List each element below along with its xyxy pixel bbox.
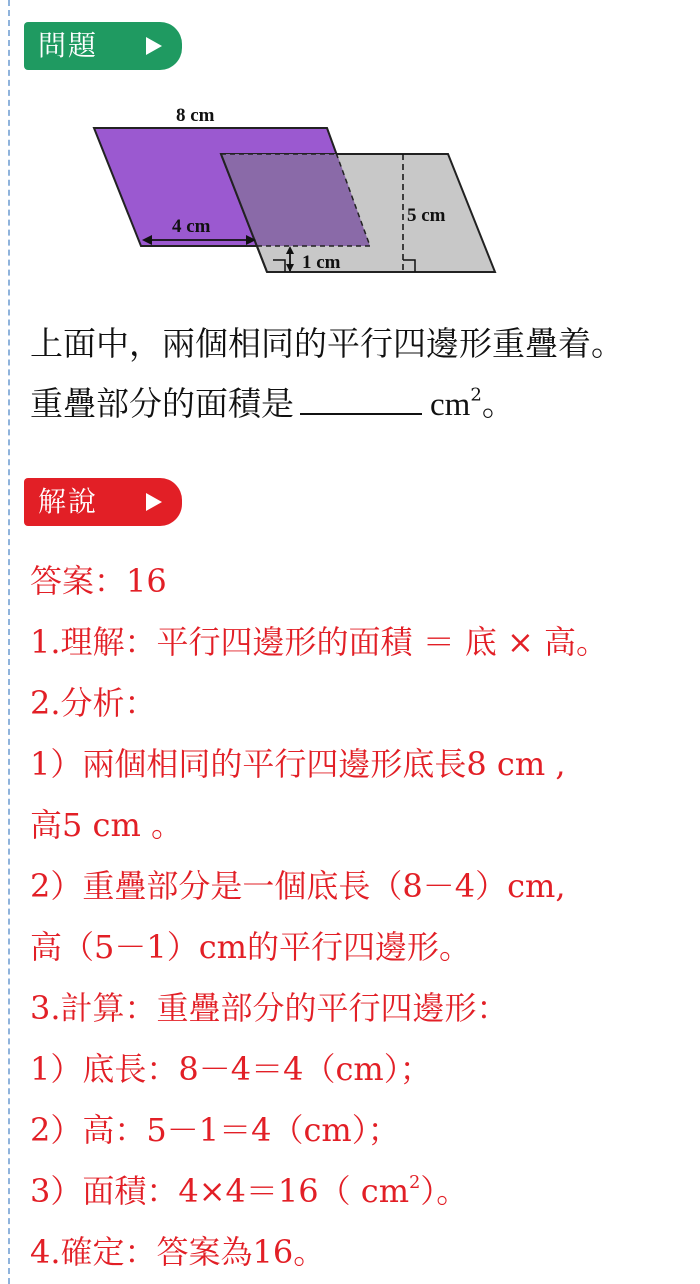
overlapping-parallelograms-figure: [80, 100, 510, 280]
explanation-line: 高5 cm 。: [30, 806, 183, 844]
explanation-line: 1）底長：8－4＝4（cm）；: [30, 1050, 432, 1088]
label-1cm: 1 cm: [302, 252, 341, 273]
question-line-2: [30, 378, 515, 425]
area-suffix: ）。: [420, 1172, 469, 1210]
problem-banner-label: 問題: [38, 29, 99, 62]
final-answer-line: 4.確定：答案為16。: [30, 1233, 326, 1271]
explanation-line: 1.理解：平行四邊形的面積 ＝ 底 × 高。: [30, 623, 609, 661]
answer-blank: [300, 383, 422, 415]
area-calculation-line: [30, 1166, 468, 1212]
explanation-line: 2）重疊部分是一個底長（8－4）cm,: [30, 867, 566, 905]
answer-line: 答案：16: [30, 562, 167, 600]
label-4cm: 4 cm: [172, 216, 211, 237]
explanation-line: 3.計算：重疊部分的平行四邊形：: [30, 989, 509, 1027]
play-triangle-icon: [146, 37, 162, 55]
question-period: 。: [481, 384, 515, 423]
question-prefix: 重疊部分的面積是: [30, 384, 294, 423]
label-8cm: 8 cm: [176, 105, 215, 126]
dashed-margin-line: [8, 0, 10, 1284]
question-line-1: 上面中，兩個相同的平行四邊形重疊着。: [30, 324, 624, 363]
explanation-banner: [24, 478, 182, 526]
unit-superscript: 2: [470, 384, 482, 406]
play-triangle-icon: [146, 493, 162, 511]
area-superscript: 2: [409, 1172, 421, 1193]
label-5cm: 5 cm: [407, 205, 446, 226]
unit-cm: cm: [430, 387, 471, 423]
explanation-banner-label: 解說: [38, 485, 99, 518]
explanation-line: 高（5－1）cm的平行四邊形。: [30, 928, 471, 966]
explanation-line: 2.分析：: [30, 684, 157, 722]
problem-banner: [24, 22, 182, 70]
explanation-line: 1）兩個相同的平行四邊形底長8 cm ,: [30, 745, 566, 783]
area-prefix: 3）面積：4×4＝16（ cm: [30, 1172, 410, 1210]
explanation-line: 2）高：5－1＝4（cm）；: [30, 1111, 400, 1149]
